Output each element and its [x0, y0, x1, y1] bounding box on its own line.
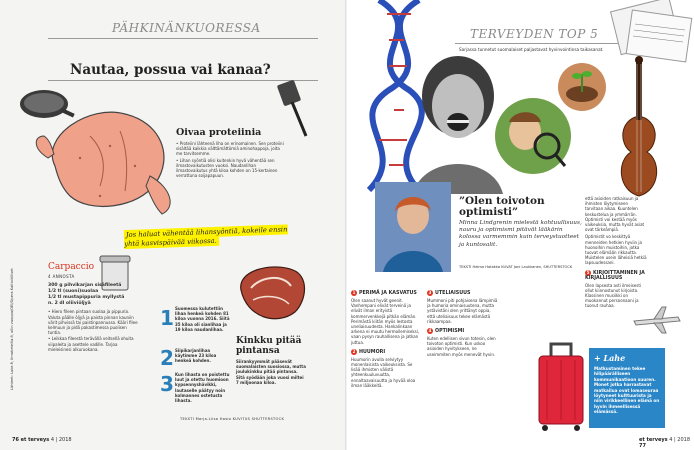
item-2-text: Huumorin avulla selviytyy monenlaisista vaikeuksista. Se lisää ihmisten välistä yhteenkuuluvuutta, ennaltaavaisuutta ja hyvää oloa ilman lääkkeitä. — [351, 356, 416, 388]
right-magazine-name: et terveys — [639, 437, 668, 443]
left-issue: 4 | 2018 — [50, 437, 72, 443]
steak-illustration — [233, 260, 311, 328]
ingredient-4: n. 2 dl oliiviöljyä — [48, 300, 91, 306]
column-3-more: Optimistit vo keskittyä menneiden hetkien hyviin ja huonoihin muistoihin, jotka tuovat elämään rikkautta. Muistelen usein läheisiä hetkiä lapsuudessani. — [585, 234, 647, 266]
protein-title: Oivaa proteiinia — [176, 127, 262, 138]
byline: TEKSTI Heimo Hatakka KUVAT Jani Laukkanen, SHUTTERSTOCK — [459, 265, 573, 269]
item-3-heading — [427, 290, 499, 296]
kinkku-box — [236, 336, 306, 385]
protein-point-2: • Lihan syöntiä olisi kuitenkin hyvä vähentää sen ilmastovaikutusten vuoksi. Naudanlihan ilmastovaikutus yhtä kiloa kohden on 15-kertainen verrattuna soijapapuun. — [176, 157, 278, 179]
item-3-title: UTELIAISUUS — [435, 291, 471, 296]
fact-2 — [160, 346, 230, 370]
item-5-heading — [585, 270, 647, 281]
fact-3-text: Kun lihasta on poistettu luut ja otettu huomioon kypsennyshävikki, lautaselle päätyy noin kolmannes ostetusta lihasta. — [175, 372, 230, 404]
left-footer — [12, 437, 72, 443]
kinkku-text: Siirankyymmät pääsevät suomalaisten suosiossa, mutta joulukinkku pitää pintansa. Sitä syödään joka vuosi miltei 7 miljoonaa kiloa. — [236, 359, 306, 385]
left-credit: TEKSTI Marja-Liisa Hosio KUVITUS SHUTTERSTOCK — [180, 417, 285, 421]
tagline — [124, 225, 300, 248]
left-page — [0, 0, 345, 450]
intro-text: Minna Lindgrenin mielestä kohtuullisuus, nauru ja optimismi pitävät lääkärin kolossa varmemmin kuin terveystuotteet ja kuntosalit. — [459, 220, 582, 248]
airplane-illustration — [632, 305, 682, 335]
side-credit: Lähteet: Luke.fi, Ilmatieteilla.fi, ollin vuoppa/OEI/Opera Kaltioitilliset — [10, 268, 14, 390]
item-3-number: 3 — [428, 290, 432, 295]
fact-2-number: 2 — [160, 346, 174, 370]
tagline-text: Jos haluat vähentää lihansyöntiä, kokeile ensin yhtä kasvispäivää viikossa. — [124, 225, 288, 248]
column-2 — [427, 290, 499, 357]
roast-chicken-illustration — [30, 96, 180, 226]
right-page-number: 77 — [639, 443, 646, 449]
fact-1 — [160, 306, 230, 332]
red-suitcase-illustration — [533, 342, 589, 432]
ingredient-1: 300 g pihvikarjan sisäfileetä — [48, 283, 122, 289]
carpaccio-title: Carpaccio — [48, 262, 95, 272]
ingredient-2: 1/2 tl (suoni)suolaa — [48, 289, 99, 294]
fact-3 — [160, 372, 230, 403]
column-3-top: että asioiden ratkaisuun ja ihmisten löytymiseen tarvitaan aikaa. Kuuntelen keskustelua ja ymmärrän. Optimisti voi kestää myös vaikeuksia, mutta hyvät asiat ovat tärkeämpiä. — [585, 196, 645, 233]
protein-box — [176, 127, 284, 178]
item-4-heading — [427, 328, 499, 334]
right-footer — [639, 437, 694, 449]
right-section-title: TERVEYDEN TOP 5 — [470, 27, 599, 41]
item-1-text: Olen saanut hyvät geenit. Vanhempani elivät terveinä ja elivät ilman erityistä kommervenkkejä pitkän elämän. Perimästä kiitän myös lestosta uneliaisuudesta. Hankalinkaan arkena ei muutu hermoilemiseksi, vaan pysyn rauhallisena ja jatkan juttua. — [351, 298, 420, 345]
fact-2-text: Siipikarjanlihaa käytimme 23 kiloa henkeä kohden. — [175, 348, 217, 364]
item-2-number: 2 — [352, 348, 356, 354]
item-5-text: Olen lapsesta asti ilmeisesti ollut kiinnostunut kirjoista. Klassinen musiikki on muokannut persoonaani ja tuonut rauhaa. — [585, 282, 642, 309]
kinkku-title: Kinkku pitää pintansa — [236, 336, 302, 356]
right-issue: 4 | 2018 — [669, 437, 691, 443]
plus-text: Matkustaminen tekee hilipäärälliseen kommunikaatioon suuren. Monet jotka harrastavat matkailua ovat lomaseuraa löytyneet kulttuurista ja niin virikkeellinen elämä on hyvin ihmeellisessä elämässä. — [594, 366, 660, 415]
left-magazine-name: et terveys — [20, 437, 50, 443]
right-subtitle: Sarjassa tunnetut suomalaiset paljastavat hyvinvointinsa taikasanat. — [459, 47, 604, 52]
left-headline: Nautaa, possua vai kanaa? — [70, 62, 271, 78]
item-2-heading — [351, 349, 421, 355]
plus-info-box — [589, 348, 665, 428]
boy-magnifier-photo — [493, 96, 573, 176]
column-1 — [351, 290, 421, 388]
item-1-number: 1 — [352, 290, 356, 295]
plus-title: + Lahe — [594, 353, 626, 363]
item-2-title: HUUMORI — [359, 349, 386, 355]
carpaccio-recipe — [48, 262, 140, 352]
item-1-heading — [351, 290, 421, 296]
column-3 — [585, 196, 647, 309]
item-4-text: Kuten edellisen sivun totesin, olen toivoton optimisti. Kun uskoo asioiden hyvitykseen, ne useimmiten myös menevät hyvin. — [427, 336, 496, 357]
item-3-text: Mummoni piti pohjaisena lämpimiä ja humoria ominaisuutena, mutta ystävistäni olen yrittänyt oppia, että uteliaisuus tekee elämästä rikkaampaa. — [427, 298, 498, 324]
quote-title: ”Olen toivoton optimisti” — [459, 195, 545, 218]
right-page — [347, 0, 694, 450]
item-4-number: 4 — [428, 328, 432, 334]
item-1-title: PERIMÄ JA KASVATUS — [359, 291, 417, 296]
carpaccio-step-2: • Leikkaa fileestä terävällä veitsellä ohuita viipaleita ja asettele vadille. Tarjoa mieleisinesi alkuruokana. — [48, 336, 134, 352]
left-page-number: 76 — [12, 437, 19, 443]
protein-point-1: • Proteiini lähteenä liha on erinomainen. Sen proteiini sisältää kaikkia välttämättömiä aminohappoja, joita me tarvitsemme. — [176, 141, 284, 157]
violin-photo — [609, 56, 669, 216]
left-top-rule — [48, 38, 318, 39]
ingredient-3: 1/2 tl mustapippuria myllystä — [48, 294, 125, 300]
item-5-title: KIRJOITTAMINEN JA KIRJALLISUUS — [585, 270, 645, 281]
fact-1-number: 1 — [160, 306, 174, 330]
left-section-title: PÄHKINÄNKUORESSA — [112, 21, 261, 35]
item-4-title: OPTIMISMI — [435, 329, 465, 335]
item-5-number: 5 — [586, 269, 590, 275]
minna-lindgren-portrait — [375, 182, 451, 272]
fact-1-text: Suomessa kulutettiin lihaa henkeä kohden 81 kiloa vuonna 2016. Siitä 35 kiloa oli sianlihaa ja 19 kiloa naudanlihaa. — [175, 306, 230, 332]
carpaccio-step-1: • Hiero fileen pintaan suolaa ja pippuria. Valuta päälle öljyä ja paista pinnan kauniin värit pihvissä tai paistinpannussa. Kääri filee kelmuun ja pidä pakastimessa puolisen tuntia. — [48, 309, 138, 336]
fact-3-number: 3 — [160, 372, 174, 396]
carpaccio-servings: 4 ANNOSTA — [48, 274, 75, 279]
